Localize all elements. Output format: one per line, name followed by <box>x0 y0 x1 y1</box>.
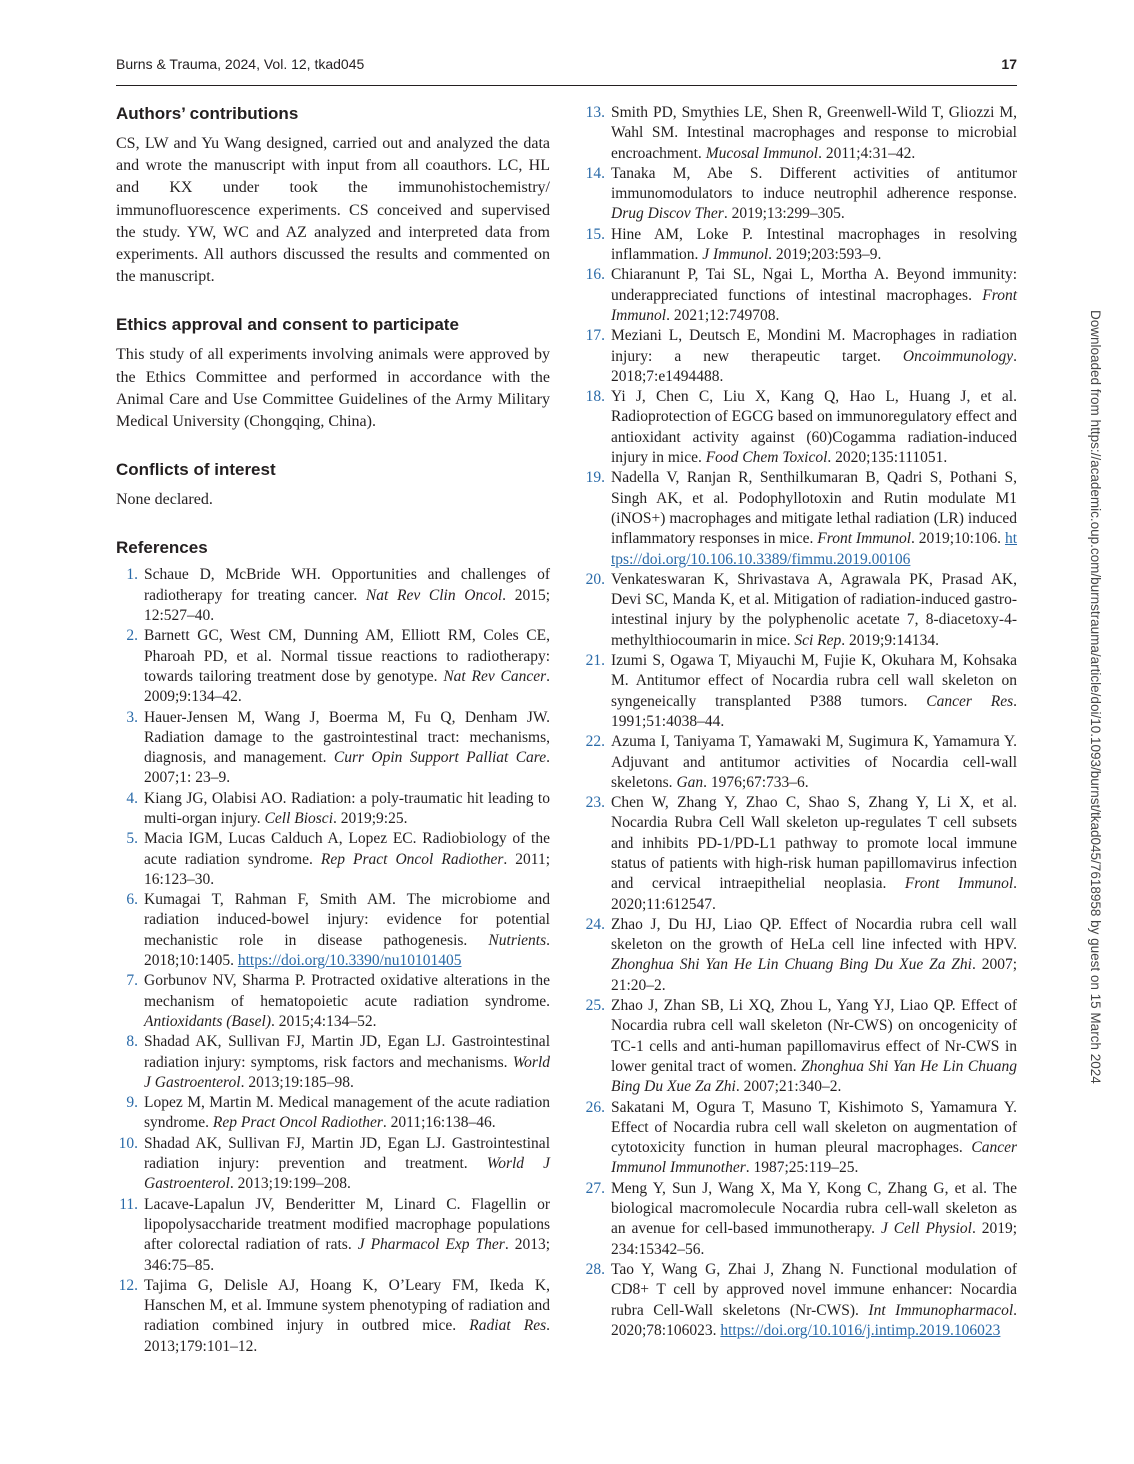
reference-doi-link[interactable]: https://doi.org/10.3390/nu10101405 <box>237 952 462 970</box>
reference-journal: World J Gastroenterol <box>144 1155 550 1193</box>
reference-item <box>116 626 550 707</box>
reference-journal: Zhonghua Shi Yan He Lin Chuang Bing Du Xue Za Zhi <box>611 956 972 974</box>
reference-list-right <box>583 103 1017 1341</box>
reference-item <box>583 468 1017 569</box>
ethics-section <box>116 314 550 433</box>
reference-details: . 2019;9:14134. <box>841 631 940 649</box>
reference-journal: Nat Rev Cancer <box>443 667 547 685</box>
reference-authors-title: Zhao J, Du HJ, Liao QP. Effect of Nocardia rubra cell wall skeleton on the growth of HeLa cell line infected with HPV. <box>611 915 1017 954</box>
reference-authors-title: Shadad AK, Sullivan FJ, Martin JD, Egan LJ. Gastrointestinal radiation injury: prevention and treatment. <box>144 1134 550 1173</box>
reference-item <box>583 1098 1017 1179</box>
reference-details: . 2011;16:138–46. <box>382 1114 496 1132</box>
reference-authors-title: Hine AM, Loke P. Intestinal macrophages in resolving inflammation. <box>611 225 1017 264</box>
reference-details: . 2011;4:31–42. <box>818 144 916 162</box>
reference-item <box>583 225 1017 266</box>
reference-item <box>116 890 550 971</box>
reference-journal: Drug Discov Ther <box>611 205 724 223</box>
reference-journal: Antioxidants (Basel) <box>144 1012 271 1030</box>
reference-item <box>116 1195 550 1276</box>
reference-item <box>116 565 550 626</box>
reference-number: 22. <box>585 733 605 751</box>
reference-details: . 2015; 12:527–40. <box>144 586 550 625</box>
left-column <box>116 103 550 1357</box>
reference-journal: Radiat Res <box>469 1317 547 1335</box>
reference-authors-title: Sakatani M, Ogura T, Masuno T, Kishimoto S, Yamamura Y. Effect of Nocardia rubra cell wall skeleton on augmentation of cytotoxicity function in human pleural macrophages. <box>611 1098 1017 1157</box>
reference-details: . 2011; 16:123–30. <box>144 850 551 888</box>
reference-journal: J Cell Physiol <box>880 1220 972 1238</box>
reference-authors-title: Lopez M, Martin M. Medical management of the acute radiation syndrome. <box>144 1094 550 1132</box>
reference-item <box>116 789 550 830</box>
reference-journal: Front Immunol <box>904 875 1014 893</box>
reference-number: 13. <box>585 104 605 121</box>
reference-item <box>116 708 550 789</box>
right-column <box>583 103 1017 1341</box>
reference-number: 3. <box>126 708 138 726</box>
reference-journal: Front Immunol <box>817 530 912 548</box>
reference-item <box>583 915 1017 996</box>
reference-details: . 2019;9:25. <box>333 810 408 827</box>
reference-authors-title: Kumagai T, Rahman F, Smith AM. The microbiome and radiation induced-bowel injury: evidence for potential mechanistic role in disease pathogenesis. <box>144 891 550 949</box>
reference-number: 5. <box>126 830 138 848</box>
reference-number: 20. <box>585 570 605 588</box>
reference-number: 11. <box>119 1195 138 1213</box>
reference-journal: Int Immunopharmacol <box>868 1301 1014 1319</box>
reference-number: 18. <box>585 388 605 406</box>
reference-doi-link[interactable]: https://doi.org/10.1016/j.intimp.2019.106023 <box>720 1321 1001 1339</box>
reference-journal: Curr Opin Support Palliat Care <box>333 749 547 767</box>
reference-details: . 2018;7:e1494488. <box>611 347 1017 385</box>
reference-item <box>583 1260 1017 1341</box>
page-number: 17 <box>1001 56 1017 72</box>
section-heading: Conflicts of interest <box>116 460 276 480</box>
references-heading: References <box>116 538 208 558</box>
reference-item <box>116 1032 550 1093</box>
section-heading: Authors’ contributions <box>116 104 299 123</box>
watermark-text: Downloaded from https://academic.oup.com/burnstrauma/article/doi/10.1093/burnst/tkad045/7618958 by guest on 15 March 2024 <box>1088 310 1103 1084</box>
header-rule <box>116 85 1017 86</box>
reference-details: . 2020;11:612547. <box>611 875 1018 913</box>
reference-item <box>116 829 550 890</box>
reference-number: 28. <box>585 1260 605 1278</box>
reference-number: 8. <box>126 1033 138 1051</box>
reference-details: . 2007; 21:20–2. <box>611 956 1018 994</box>
reference-details: . 2019;203:593–9. <box>768 246 882 264</box>
journal-citation: Burns & Trauma, 2024, Vol. 12, tkad045 <box>116 56 365 72</box>
reference-authors-title: Chen W, Zhang Y, Zhao C, Shao S, Zhang Y, Li X, et al. Nocardia Rubra Cell Wall skeleton up-regulates T cell subsets and inhibits PD-1/PD-L1 pathway to promote local immune status of patients with high-risk human papillomavirus infection and cervical intraepithelial neoplasia. <box>611 794 1017 893</box>
reference-number: 7. <box>126 972 138 990</box>
reference-number: 1. <box>126 566 138 584</box>
reference-journal: Nutrients <box>488 931 547 949</box>
reference-journal: Mucosal Immunol <box>705 144 819 162</box>
reference-details: . 2020;135:111051. <box>827 449 948 467</box>
reference-journal: Oncoimmunology <box>902 347 1014 365</box>
reference-number: 15. <box>585 225 605 243</box>
reference-item <box>116 1093 550 1134</box>
reference-item <box>583 570 1017 651</box>
conflicts-section <box>116 459 550 511</box>
reference-authors-title: Tajima G, Delisle AJ, Hoang K, O’Leary FM, Ikeda K, Hanschen M, et al. Immune system phenotyping of radiation and radiation combined injury in outbred mice. <box>144 1276 550 1335</box>
reference-details: . 2019;10:106. <box>911 530 1002 548</box>
reference-authors-title: Chiaranunt P, Tai SL, Ngai L, Mortha A. Beyond immunity: underappreciated functions of intestinal macrophages. <box>611 266 1017 304</box>
reference-item <box>583 265 1017 326</box>
reference-number: 23. <box>585 794 605 812</box>
reference-authors-title: Tanaka M, Abe S. Different activities of antitumor immunomodulators to induce neutrophil adherence response. <box>611 164 1017 203</box>
reference-item <box>583 326 1017 387</box>
reference-item <box>583 1179 1017 1260</box>
reference-authors-title: Yi J, Chen C, Liu X, Kang Q, Hao L, Huang J, et al. Radioprotection of EGCG based on immunoregulatory effect and antioxidant activity against (60)Cogamma radiation-induced injury in mice. <box>611 388 1017 467</box>
reference-authors-title: Venkateswaran K, Shrivastava A, Agrawala PK, Prasad AK, Devi SC, Manda K, et al. Mitigation of radiation-induced gastro-intestinal injury by the polyphenolic acetate 7, 8-diacetoxy-4-methylthiocoumarin in mice. <box>611 570 1017 649</box>
reference-number: 9. <box>126 1094 138 1112</box>
reference-authors-title: Tao Y, Wang G, Zhai J, Zhang N. Functional modulation of CD8+ T cell by approved novel immune enhancer: Nocardia rubra Cell-Wall skeletons (Nr-CWS). <box>611 1260 1017 1319</box>
reference-item <box>116 1134 550 1195</box>
reference-details: . 2021;12:749708. <box>666 306 780 324</box>
reference-details: . 1991;51:4038–44. <box>611 692 1017 730</box>
reference-authors-title: Zhao J, Zhan SB, Li XQ, Zhou L, Yang YJ, Liao QP. Effect of Nocardia rubra cell wall skeleton (Nr-CWS) on oncogenicity of TC-1 cells and anti-human papillomavirus effect of Nr-CWS in lower genital tract of women. <box>611 997 1017 1075</box>
reference-authors-title: Macia IGM, Lucas Calduch A, Lopez EC. Radiobiology of the acute radiation syndrome. <box>144 830 550 868</box>
reference-journal: Rep Pract Oncol Radiother <box>212 1114 383 1132</box>
reference-journal: J Pharmacol Exp Ther <box>357 1236 505 1254</box>
reference-number: 2. <box>126 627 138 645</box>
reference-item <box>583 996 1017 1097</box>
reference-journal: Gan <box>676 773 704 791</box>
reference-authors-title: Hauer-Jensen M, Wang J, Boerma M, Fu Q, Denham JW. Radiation damage to the gastrointestinal tract: mechanisms, diagnosis, and management. <box>144 708 550 767</box>
reference-journal: Cell Biosci <box>264 810 333 827</box>
reference-number: 14. <box>585 164 605 182</box>
reference-authors-title: Smith PD, Smythies LE, Shen R, Greenwell-Wild T, Gliozzi M, Wahl SM. Intestinal macrophages and response to microbial encroachment. <box>611 104 1017 162</box>
reference-item <box>116 1276 550 1357</box>
download-watermark <box>1088 310 1118 1160</box>
reference-authors-title: Nadella V, Ranjan R, Senthilkumaran B, Qadri S, Pothani S, Singh AK, et al. Podophyllotoxin and Rutin modulate M1 (iNOS+) macrophages and mitigate lethal radiation (LR) induced inflammatory responses in mice. <box>611 469 1017 548</box>
reference-authors-title: Meziani L, Deutsch E, Mondini M. Macrophages in radiation injury: a new therapeutic target. <box>611 327 1017 365</box>
reference-authors-title: Gorbunov NV, Sharma P. Protracted oxidative alterations in the mechanism of hematopoietic acute radiation syndrome. <box>144 972 550 1010</box>
reference-number: 21. <box>585 652 605 670</box>
reference-item <box>583 387 1017 468</box>
authors-contributions-section <box>116 103 550 288</box>
reference-journal: Zhonghua Shi Yan He Lin Chuang Bing Du Xue Za Zhi <box>611 1057 1018 1096</box>
reference-item <box>583 651 1017 732</box>
reference-authors-title: Barnett GC, West CM, Dunning AM, Elliott RM, Coles CE, Pharoah PD, et al. Normal tissue reactions to radiotherapy: towards tailoring treatment dose by genotype. <box>144 627 550 685</box>
reference-number: 6. <box>126 891 138 909</box>
reference-item <box>583 103 1017 164</box>
reference-journal: Food Chem Toxicol <box>705 449 828 467</box>
section-body: CS, LW and Yu Wang designed, carried out and analyzed the data and wrote the manuscript with input from all coauthors. LC, HL and KX under took the immunohistochemistry/ immunofluorescence experiments. CS conceived and supervised the study. YW, WC and AZ analyzed and interpreted data from experiments. All authors discussed the results and commented on the manuscript. <box>116 135 550 286</box>
reference-item <box>116 971 550 1032</box>
reference-authors-title: Shadad AK, Sullivan FJ, Martin JD, Egan LJ. Gastrointestinal radiation injury: symptoms, risk factors and mechanisms. <box>144 1033 550 1071</box>
reference-number: 19. <box>585 469 605 487</box>
reference-item <box>583 793 1017 915</box>
reference-details: . 2020;78:106023. <box>611 1301 1017 1339</box>
reference-number: 12. <box>118 1276 138 1294</box>
reference-details: . 2009;9:134–42. <box>144 667 551 706</box>
reference-journal: Nat Rev Clin Oncol <box>365 586 503 604</box>
reference-journal: J Immunol <box>702 246 769 264</box>
reference-details: . 2018;10:1405. <box>144 931 550 970</box>
reference-journal: Cancer Res <box>926 692 1014 710</box>
section-body: None declared. <box>116 491 213 509</box>
reference-authors-title: Kiang JG, Olabisi AO. Radiation: a poly-traumatic hit leading to multi-organ injury. <box>144 789 550 827</box>
reference-authors-title: Schaue D, McBride WH. Opportunities and challenges of radiotherapy for treating cancer. <box>144 566 550 604</box>
reference-number: 24. <box>585 915 605 933</box>
reference-journal: Rep Pract Oncol Radiother <box>320 850 504 868</box>
reference-details: . 2019; 234:15342–56. <box>611 1220 1018 1258</box>
reference-number: 17. <box>585 327 605 345</box>
reference-authors-title: Azuma I, Taniyama T, Yamawaki M, Sugimura K, Yamamura Y. Adjuvant and antitumor activities of Nocardia cell-wall skeletons. <box>611 733 1017 791</box>
reference-number: 26. <box>585 1098 605 1116</box>
reference-details: . 1987;25:119–25. <box>745 1159 859 1177</box>
reference-journal: Cancer Immunol Immunother <box>611 1139 1017 1177</box>
reference-details: . 2007;1: 23–9. <box>144 749 551 787</box>
reference-number: 16. <box>585 266 605 284</box>
reference-journal: Sci Rep <box>794 631 842 649</box>
reference-journal: World J Gastroenterol <box>144 1053 551 1091</box>
reference-details: . 2013;19:185–98. <box>240 1073 354 1091</box>
reference-number: 25. <box>585 997 605 1015</box>
reference-details: . 2015;4:134–52. <box>271 1012 377 1030</box>
reference-journal: Front Immunol <box>611 286 1017 324</box>
reference-number: 27. <box>585 1179 605 1197</box>
reference-details: . 2013; 346:75–85. <box>144 1236 551 1274</box>
reference-authors-title: Lacave-Lapalun JV, Benderitter M, Linard C. Flagellin or lipopolysaccharide treatment modified macrophage populations after colorectal radiation of rats. <box>144 1195 550 1254</box>
reference-details: . 2007;21:340–2. <box>735 1078 842 1096</box>
section-body: This study of all experiments involving animals were approved by the Ethics Committee and performed in accordance with the Animal Care and Use Committee Guidelines of the Army Military Medical University (Chongqing, China). <box>116 346 550 431</box>
reference-item <box>583 164 1017 225</box>
reference-details: . 2019;13:299–305. <box>723 205 845 223</box>
reference-item <box>583 732 1017 793</box>
reference-authors-title: Izumi S, Ogawa T, Miyauchi M, Fujie K, Okuhara M, Kohsaka M. Antitumor effect of Nocardia rubra cell wall skeleton on syngeneically transplanted P388 tumors. <box>611 652 1017 710</box>
reference-authors-title: Meng Y, Sun J, Wang X, Ma Y, Kong C, Zhang G, et al. The biological macromolecule Nocardia rubra cell-wall skeleton as an avenue for cell-based immunotherapy. <box>611 1179 1017 1238</box>
reference-details: . 2013;19:199–208. <box>229 1175 351 1193</box>
reference-doi-link[interactable]: https://doi.org/10.106.10.3389/fimmu.2019.00106 <box>611 530 1018 568</box>
reference-number: 4. <box>126 789 138 807</box>
reference-list-left <box>116 565 550 1357</box>
reference-number: 10. <box>118 1134 138 1152</box>
section-heading: Ethics approval and consent to participate <box>116 315 459 335</box>
reference-details: . 2013;179:101–12. <box>144 1317 550 1355</box>
reference-details: . 1976;67:733–6. <box>703 773 809 791</box>
